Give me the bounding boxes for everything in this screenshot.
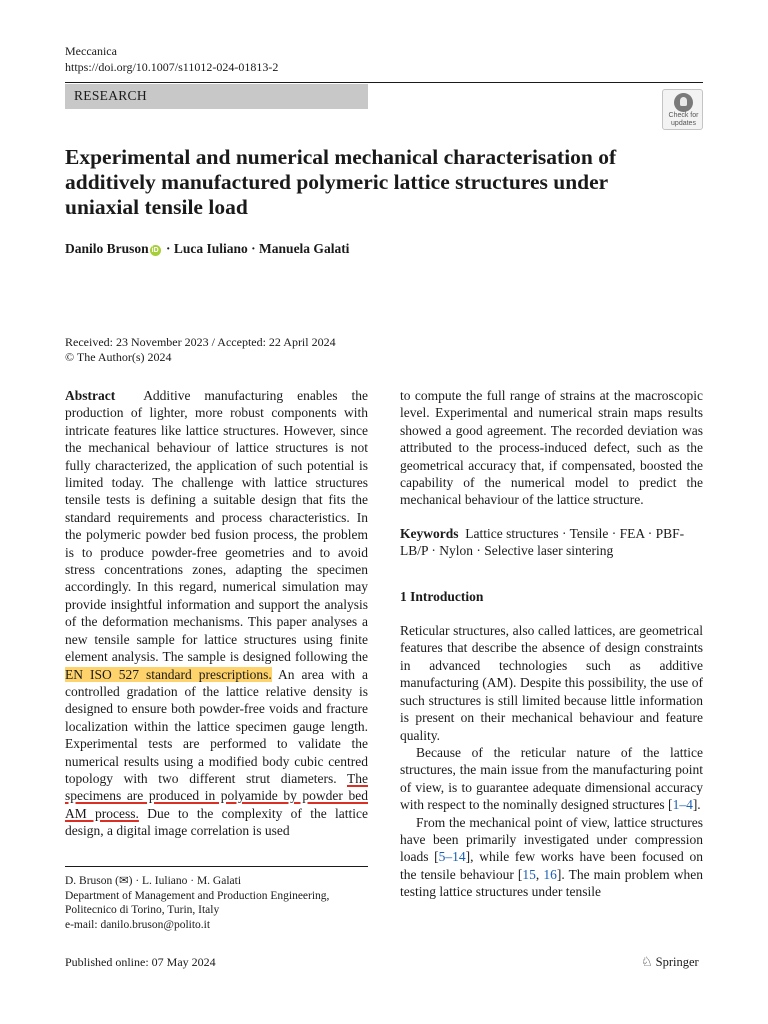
- abstract-continuation: to compute the full range of strains at the macroscopic level. Experimental and numerical strain maps results showed a good agreement. The recorded deviation was attributed to the process-induced defect, such as the geometrical accuracy that, if compensated, boosted the capability of the numerical model to predict the mechanical behaviour of the lattice structure.: [400, 388, 703, 508]
- citation-link[interactable]: 5–14: [438, 849, 466, 865]
- author-affiliation: [65, 874, 368, 932]
- right-column: [400, 387, 703, 901]
- author-name[interactable]: Danilo Bruson: [65, 241, 149, 256]
- article-dates: [65, 335, 336, 365]
- intro-paragraph-1: Reticular structures, also called lattices, are geometrical features that describe the absence of design constraints in advanced technologies such as additive manufacturing (AM). Despite this possibility, the use of such structures is still limited because little information is present on their mechanical behaviour and feature quality.: [400, 623, 703, 743]
- paper-title: Experimental and numerical mechanical characterisation of additively manufactured polymeric lattice structures under uniaxial tensile load: [65, 145, 617, 219]
- abstract-column: [65, 387, 368, 840]
- section-heading-introduction: 1 Introduction: [400, 588, 484, 604]
- citation-link[interactable]: 16: [543, 866, 557, 882]
- copyright: © The Author(s) 2024: [65, 350, 172, 364]
- highlighted-text[interactable]: EN ISO 527 standard prescriptions.: [65, 666, 272, 682]
- intro-paragraph-2: Because of the reticular nature of the lattice structures, the main issue from the manufacturing point of view, is to guarantee adequate dimensional accuracy with respect to the nominally designed structures [1–4].: [400, 744, 703, 813]
- header-rule: [65, 82, 703, 83]
- journal-header: [65, 43, 278, 75]
- springer-label: Springer: [655, 955, 699, 969]
- citation-link[interactable]: 15: [522, 866, 536, 882]
- affil-institution: Politecnico di Torino, Turin, Italy: [65, 904, 220, 917]
- keywords-label: Keywords: [400, 525, 459, 541]
- citation-link[interactable]: 1–4: [672, 797, 693, 813]
- received-accepted: Received: 23 November 2023 / Accepted: 22 April 2024: [65, 335, 336, 349]
- journal-name: Meccanica: [65, 44, 117, 58]
- author-list: [65, 241, 349, 257]
- keywords-text: Lattice structures · Tensile · FEA · PBF-LB/P · Nylon · Selective laser sintering: [400, 525, 685, 559]
- intro-paragraph-3: From the mechanical point of view, lattice structures have been primarily investigated under compression loads [5–14], while few works have been focused on the tensile behaviour [15, 16]. The main problem when testing lattice structures under tensile: [400, 814, 703, 900]
- check-updates-line2: updates: [671, 120, 696, 127]
- coauthor-names: · Luca Iuliano · Manuela Galati: [162, 241, 350, 256]
- orcid-icon[interactable]: iD: [151, 247, 159, 254]
- affil-email[interactable]: e-mail: danilo.bruson@polito.it: [65, 918, 211, 931]
- doi-link[interactable]: https://doi.org/10.1007/s11012-024-01813-2: [65, 60, 279, 74]
- article-type-label: RESEARCH: [74, 88, 147, 103]
- footnote-rule: [65, 866, 368, 867]
- published-online: Published online: 07 May 2024: [65, 955, 216, 969]
- abstract-heading: Abstract: [65, 388, 116, 403]
- keywords: [400, 525, 703, 560]
- abstract-paragraph: Abstract Additive manufacturing enables the production of lighter, more robust components with intricate features like lattice structures. However, since the mechanical behaviour of lattice structures is not fully characterized, the application of such potential is limited today. The challenge with lattice structures tensile tests is defining a suitable design that fits the standard requirements and process characteristics. In the polymeric powder bed fusion process, the problem is to produce powder-free geometries and to avoid stress concentrations zones, adapting the specimen accordingly. In this regard, numerical simulation may provide insightful information and support the analysis of the deformation mechanisms. This paper analyses a new tensile sample for lattice structures using finite element analysis. The sample is designed following the EN ISO 527 standard prescriptions. An area with a controlled gradation of the lattice relative density is designed to ensure both powder-free voids and fracture localization within the lattice specimen gauge length. Experimental tests are performed to validate the numerical results using a modified body cubic centred topology with two different strut diameters. The specimens are produced in polyamide by powder bed AM process. Due to the complexity of the lattice design, a digital image correlation is used: [65, 388, 369, 839]
- affil-department: Department of Management and Production Engineering,: [65, 889, 330, 902]
- check-updates-line1: Check for: [668, 112, 699, 119]
- check-updates-icon: [674, 93, 693, 112]
- springer-logo[interactable]: [641, 955, 699, 970]
- affil-authors: D. Bruson (✉) · L. Iuliano · M. Galati: [65, 875, 242, 887]
- article-type-badge: [65, 84, 368, 109]
- check-for-updates-button[interactable]: [662, 89, 703, 130]
- springer-horse-icon: ♘: [641, 955, 653, 970]
- underlined-text[interactable]: The specimens are produced in polyamide by powder bed AM process.: [65, 770, 368, 821]
